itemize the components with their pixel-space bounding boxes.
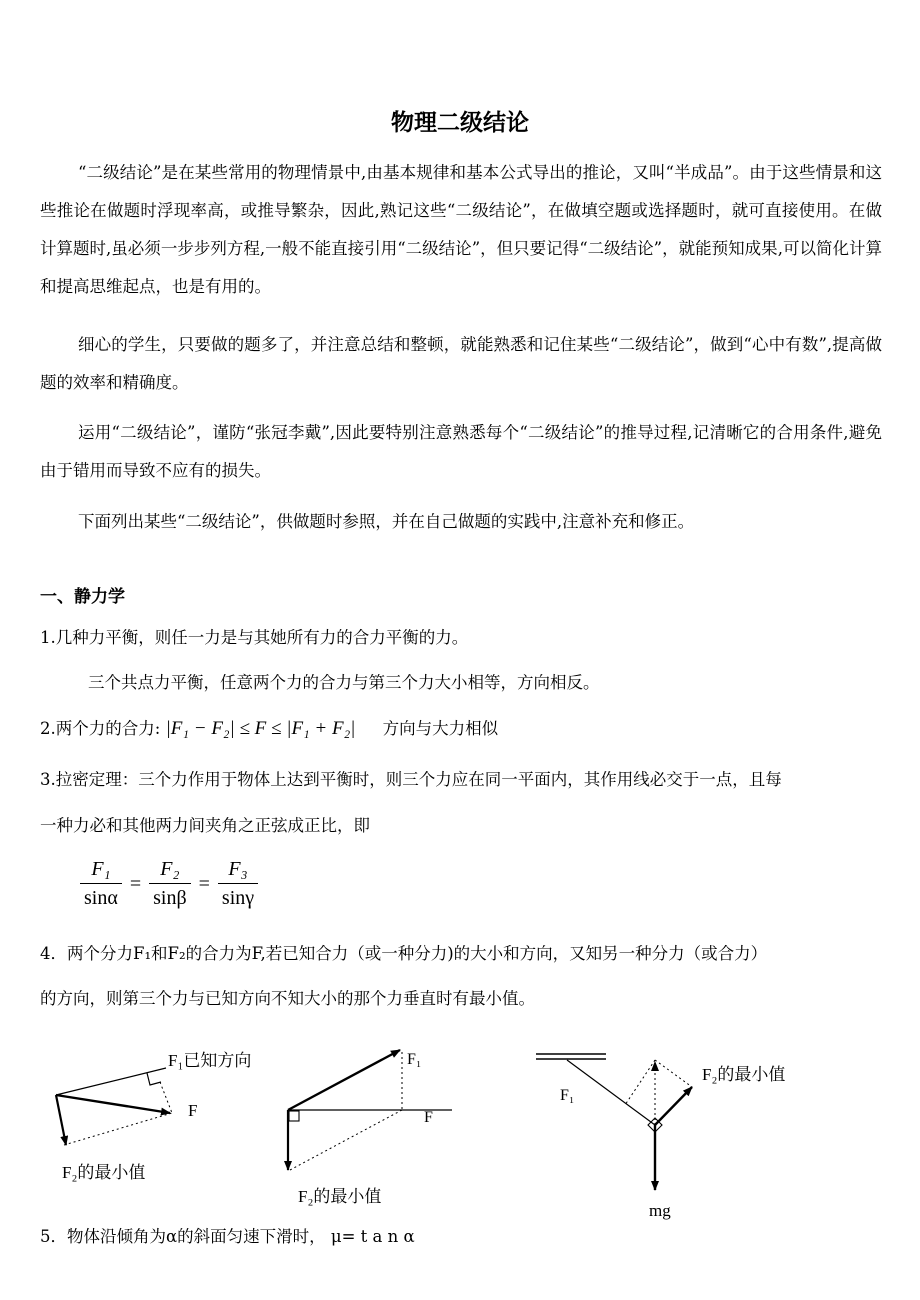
fig3-mg-label: mg <box>649 1201 671 1220</box>
item-1-sub: 三个共点力平衡，任意两个力的合力与第三个力大小相等，方向相反。 <box>88 673 600 692</box>
intro-paragraph-4: 下面列出某些“二级结论”，供做题时参照，并在自己做题的实践中,注意补充和修正。 <box>78 512 695 531</box>
rope-f1-line <box>567 1060 655 1125</box>
fraction-2 <box>149 858 191 910</box>
fig1-f1-label: F₁已知方向 <box>168 1051 252 1070</box>
equals-sign: = <box>129 872 142 895</box>
figure-3 <box>536 1054 785 1220</box>
fraction-2-denominator: sinβ <box>153 887 187 909</box>
resultant-f-arrow <box>56 1095 170 1113</box>
fig2-f2-label: F₂的最小值 <box>298 1187 382 1206</box>
fraction-3-denominator: sinγ <box>221 887 255 909</box>
intro-paragraph-1: “二级结论”是在某些常用的物理情景中,由基本规律和基本公式导出的推论，又叫“半成品”。由于这些情景和这些推论在做题时浮现率高，或推导繁杂，因此,熟记这些“二级结论”，在做填空题或选择题时，就可直接使用。在做计算题时,虽必须一步步列方程,一般不能直接引用“二级结论”，但只要记得“二级结论”，就能预知成果,可以简化计算和提高思维起点，也是有用的。 <box>40 163 882 296</box>
fraction-1 <box>80 858 122 910</box>
fig1-f2-label: F₂的最小值 <box>62 1163 146 1182</box>
fraction-3 <box>218 858 258 910</box>
lami-formula <box>80 858 258 910</box>
dotted-line <box>625 1060 655 1105</box>
item-2 <box>40 716 498 742</box>
f2-min-arrow <box>655 1087 692 1125</box>
f2-min-arrow <box>56 1095 66 1145</box>
item-5: 5．物体沿倾角为α的斜面匀速下滑时， μ= t a n α <box>40 1227 415 1246</box>
figure-1 <box>56 1051 251 1182</box>
dotted-line <box>290 1110 402 1170</box>
fig3-f2-label: F₂的最小值 <box>702 1065 786 1084</box>
intro-paragraph-2: 细心的学生，只要做的题多了，并注意总结和整顿，就能熟悉和记住某些“二级结论”，做到“心中有数”,提高做题的效率和精确度。 <box>40 335 882 392</box>
fig2-f-label: F <box>424 1109 433 1126</box>
fraction-2-numerator: F₂ <box>149 858 191 884</box>
item-3-line-1: 3.拉密定理：三个力作用于物体上达到平衡时，则三个力应在同一平面内，其作用线必交于一点，且每 <box>40 770 782 789</box>
fraction-1-denominator: sinα <box>84 887 118 909</box>
figure-2 <box>288 1050 452 1206</box>
fig3-f1-label: F₁ <box>560 1087 575 1104</box>
right-angle-mark <box>289 1111 299 1121</box>
section-heading-statics: 一、静力学 <box>40 587 125 607</box>
item-2-formula: |F₁ − F₂| ≤ F ≤ |F₁ + F₂| <box>165 718 356 739</box>
item-1: 1.几种力平衡，则任一力是与其她所有力的合力平衡的力。 <box>40 628 469 647</box>
dotted-line <box>64 1113 172 1145</box>
dotted-line <box>160 1082 172 1113</box>
force-diagrams <box>0 1030 920 1230</box>
f1-arrow <box>288 1050 400 1110</box>
item-2-suffix: 方向与大力相似 <box>382 719 499 738</box>
equals-sign: = <box>198 872 210 895</box>
item-3-line-2: 一种力必和其他两力间夹角之正弦成正比，即 <box>40 816 370 835</box>
fig2-f1-label: F₁ <box>407 1051 422 1068</box>
intro-paragraph-3: 运用“二级结论”，谨防“张冠李戴”,因此要特别注意熟悉每个“二级结论”的推导过程,记清晰它的合用条件,避免由于错用而导致不应有的损失。 <box>40 423 882 480</box>
fig1-f-label: F <box>188 1101 198 1120</box>
item-2-prefix: 2.两个力的合力: <box>40 719 161 738</box>
page-title: 物理二级结论 <box>391 110 529 136</box>
item-4-line-2: 的方向，则第三个力与已知方向不知大小的那个力垂直时有最小值。 <box>40 989 535 1008</box>
dotted-line <box>655 1060 692 1087</box>
right-angle-mark <box>147 1073 161 1085</box>
fraction-3-numerator: F₃ <box>218 858 258 884</box>
fraction-1-numerator: F₁ <box>80 858 122 884</box>
item-4-line-1: 4．两个分力F₁和F₂的合力为F,若已知合力（或一种分力)的大小和方向，又知另一种分力（或合力） <box>40 944 768 963</box>
